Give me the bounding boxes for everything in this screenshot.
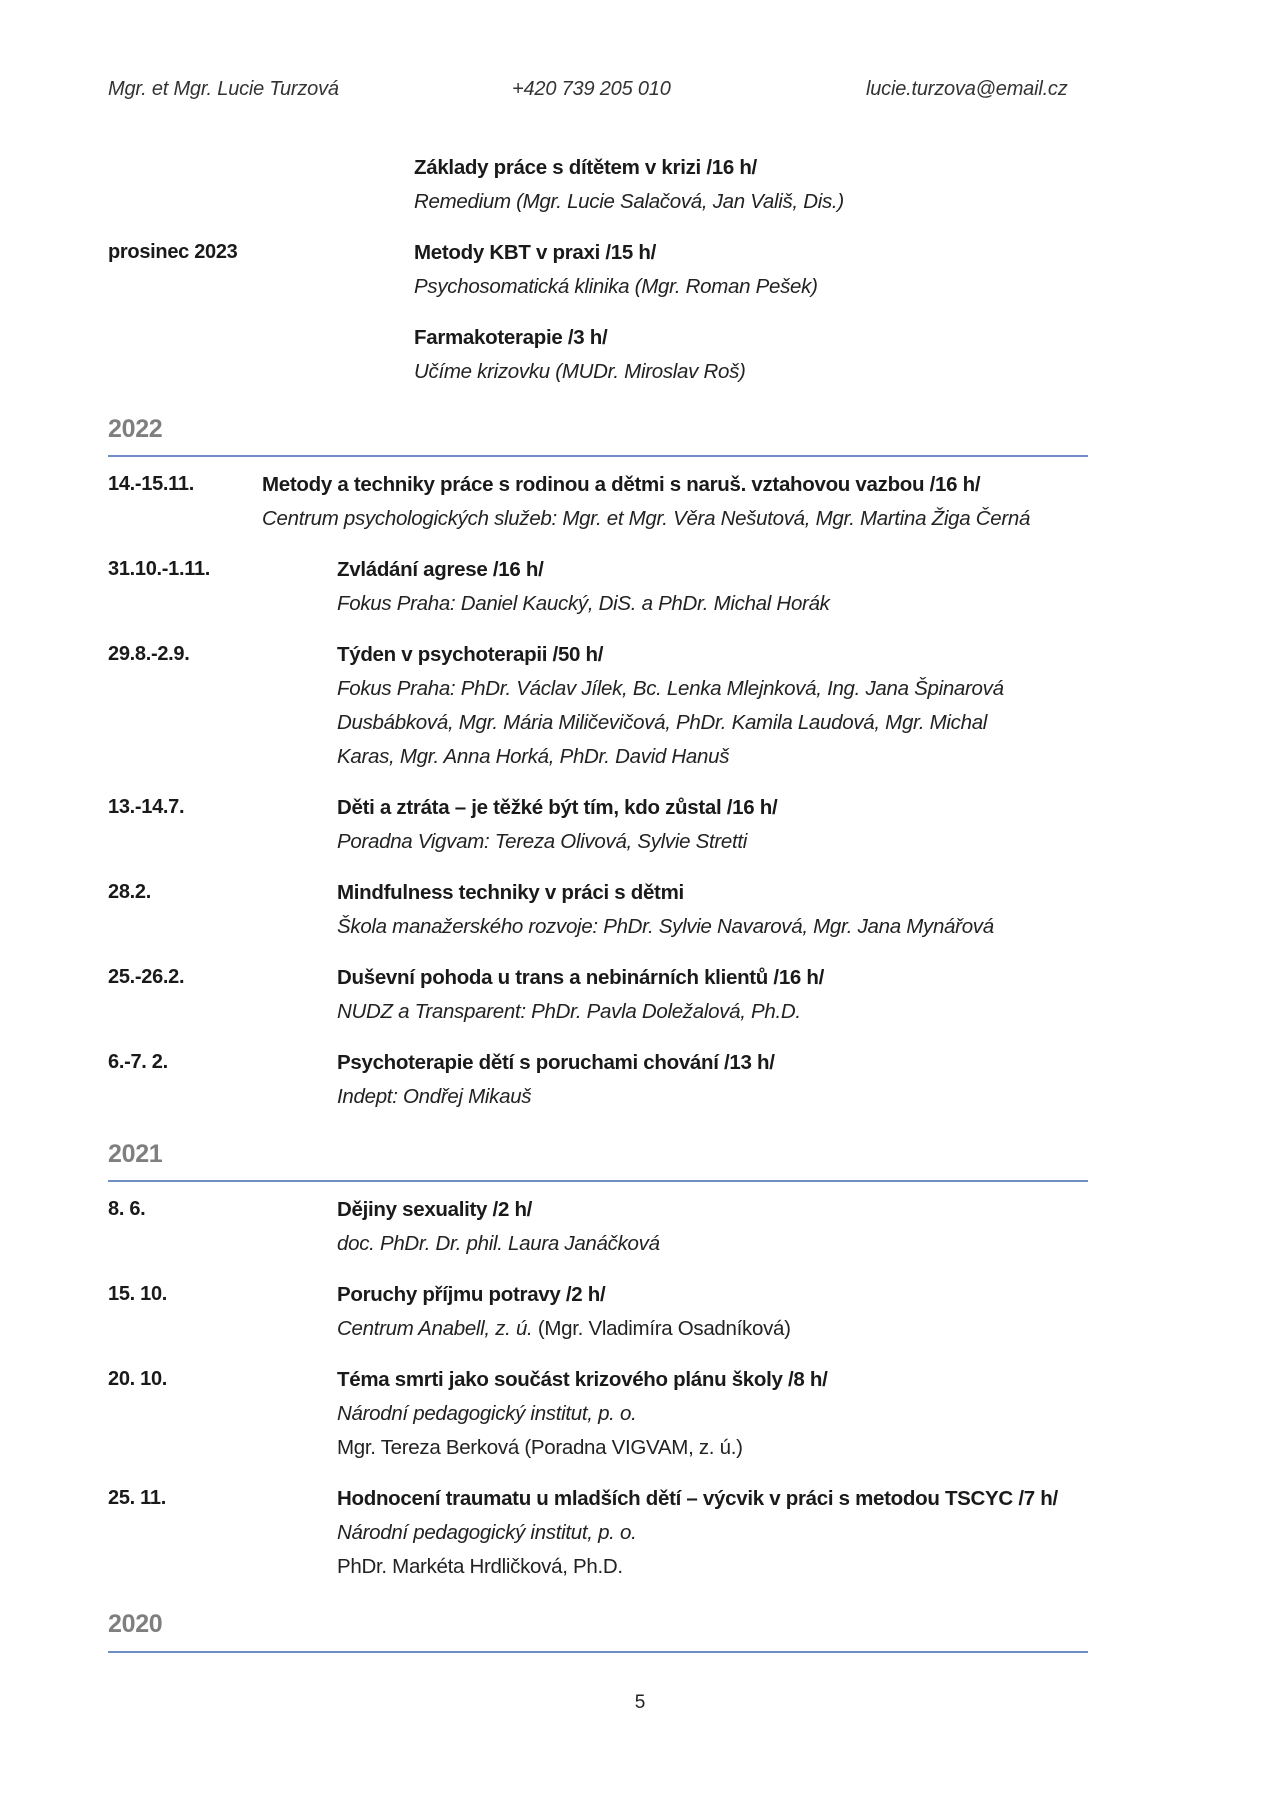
header-phone: +420 739 205 010 — [512, 78, 671, 100]
entry-detail: Karas, Mgr. Anna Horká, PhDr. David Hanuš — [337, 745, 730, 768]
entry-detail: Škola manažerského rozvoje: PhDr. Sylvie Navarová, Mgr. Jana Mynářová — [337, 915, 994, 938]
entry-date: 14.-15.11. — [108, 473, 194, 495]
entry-detail: Psychosomatická klinika (Mgr. Roman Pešek) — [414, 275, 818, 298]
entry-detail: Národní pedagogický institut, p. o. — [337, 1521, 637, 1544]
entry-title: Téma smrti jako součást krizového plánu školy /8 h/ — [337, 1368, 828, 1391]
entry-title: Základy práce s dítětem v krizi /16 h/ — [414, 156, 757, 179]
section-divider — [108, 1651, 1088, 1653]
entry-detail: Remedium (Mgr. Lucie Salačová, Jan Vališ, Dis.) — [414, 190, 844, 213]
entry-detail: Fokus Praha: Daniel Kaucký, DiS. a PhDr. Michal Horák — [337, 592, 830, 615]
entry-detail: Poradna Vigvam: Tereza Olivová, Sylvie Stretti — [337, 830, 748, 853]
entry-title: Duševní pohoda u trans a nebinárních klientů /16 h/ — [337, 966, 825, 989]
entry-detail-org: Centrum Anabell, z. ú. — [337, 1317, 533, 1340]
entry-date: 29.8.-2.9. — [108, 643, 190, 665]
entry-detail: Učíme krizovku (MUDr. Miroslav Roš) — [414, 360, 746, 383]
header-name: Mgr. et Mgr. Lucie Turzová — [108, 78, 339, 100]
entry-detail: doc. PhDr. Dr. phil. Laura Janáčková — [337, 1232, 660, 1255]
entry-date: 28.2. — [108, 881, 151, 903]
header-email[interactable]: lucie.turzova@email.cz — [866, 78, 1068, 100]
entry-date: 13.-14.7. — [108, 796, 185, 818]
entry-detail: Centrum psychologických služeb: Mgr. et Mgr. Věra Nešutová, Mgr. Martina Žiga Černá — [262, 507, 1031, 530]
entry-date: 15. 10. — [108, 1283, 168, 1305]
section-divider — [108, 455, 1088, 457]
entry-title: Děti a ztráta – je těžké být tím, kdo zůstal /16 h/ — [337, 796, 778, 819]
entry-detail: Dusbábková, Mgr. Mária Miličevičová, PhDr. Kamila Laudová, Mgr. Michal — [337, 711, 988, 734]
entry-title: Poruchy příjmu potravy /2 h/ — [337, 1283, 606, 1306]
entry-date: prosinec 2023 — [108, 241, 238, 263]
entry-detail: Mgr. Tereza Berková (Poradna VIGVAM, z. ú.) — [337, 1436, 743, 1459]
entry-detail: Fokus Praha: PhDr. Václav Jílek, Bc. Lenka Mlejnková, Ing. Jana Špinarová — [337, 677, 1004, 700]
entry-title: Psychoterapie dětí s poruchami chování /13 h/ — [337, 1051, 775, 1074]
page-number: 5 — [634, 1692, 646, 1713]
year-heading: 2022 — [108, 415, 163, 443]
year-heading: 2020 — [108, 1610, 163, 1638]
entry-date: 20. 10. — [108, 1368, 168, 1390]
entry-detail-lecturer: (Mgr. Vladimíra Osadníková) — [532, 1317, 791, 1340]
entry-title: Dějiny sexuality /2 h/ — [337, 1198, 533, 1221]
entry-date: 25.-26.2. — [108, 966, 185, 988]
entry-title: Farmakoterapie /3 h/ — [414, 326, 608, 349]
entry-date: 31.10.-1.11. — [108, 558, 211, 580]
entry-date: 25. 11. — [108, 1487, 166, 1509]
entry-title: Hodnocení traumatu u mladších dětí – výcvik v práci s metodou TSCYC /7 h/ — [337, 1487, 1058, 1510]
section-divider — [108, 1180, 1088, 1182]
entry-title: Týden v psychoterapii /50 h/ — [337, 643, 604, 666]
entry-detail: Indept: Ondřej Mikauš — [337, 1085, 532, 1108]
entry-detail — [337, 1317, 791, 1341]
entry-title: Zvládání agrese /16 h/ — [337, 558, 544, 581]
entry-date: 8. 6. — [108, 1198, 146, 1220]
entry-date: 6.-7. 2. — [108, 1051, 168, 1073]
entry-detail: PhDr. Markéta Hrdličková, Ph.D. — [337, 1555, 623, 1578]
entry-title: Metody a techniky práce s rodinou a dětmi s naruš. vztahovou vazbou /16 h/ — [262, 473, 981, 496]
entry-title: Mindfulness techniky v práci s dětmi — [337, 881, 684, 904]
year-heading: 2021 — [108, 1140, 163, 1168]
entry-detail: Národní pedagogický institut, p. o. — [337, 1402, 637, 1425]
entry-title: Metody KBT v praxi /15 h/ — [414, 241, 656, 264]
entry-detail: NUDZ a Transparent: PhDr. Pavla Doležalová, Ph.D. — [337, 1000, 801, 1023]
